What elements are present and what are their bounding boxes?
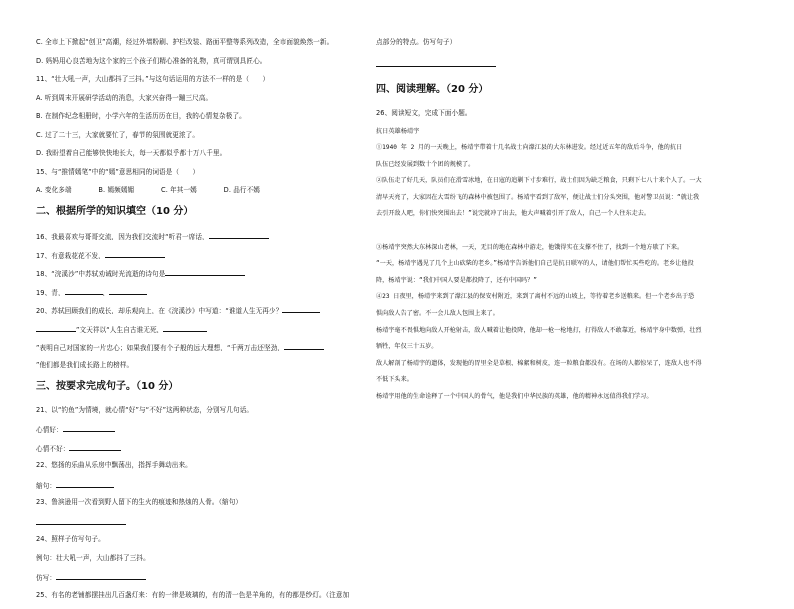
q15-options: A. 变化多端 B. 嫣频嫣媚 C. 年其一嫣 D. 品行不嫣 — [36, 186, 260, 194]
section-3-title: 三、按要求完成句子。（10 分） — [36, 380, 179, 392]
q20-text: 20、苏轼回顾我们的成长，却乐观向上，在《浣溪沙》中写道：“谁道人生无再少？ — [36, 307, 283, 314]
q11-option-c: C. 过了二十三，大家就要忙了，春节的氛围就更浓了。 — [36, 130, 200, 139]
q22-blank[interactable] — [56, 480, 114, 488]
question-21: 21、以“钓鱼”为情境，就心情“好”与“不好”这两种状态，分别写几句话。 — [36, 405, 254, 414]
mood-good-blank[interactable] — [63, 424, 115, 432]
passage-para-5: ④23 日夜里，杨靖宇来到了濛江县的保安村附近，来到了离村不远的山坡上，等待着老乡送粮来。但一个老乡出于恐 — [376, 293, 695, 301]
question-26: 26、阅读短文，完成下面小题。 — [376, 108, 472, 117]
passage-para-1: ①1940 年 2 月的一天晚上，杨靖宇带着十几名战士向濛江县的大东林进发。经过近五年的敌后斗争，他的抗日 — [376, 144, 683, 151]
question-19: 19、青， ， — [36, 287, 381, 296]
question-20 — [36, 305, 381, 314]
question-17 — [36, 250, 381, 259]
passage-title: 抗日英雄杨靖宇 — [376, 128, 420, 135]
q11-option-a: A. 听到周末开展研学活动的消息，大家兴奋得一蹦三尺高。 — [36, 93, 213, 102]
question-18 — [36, 268, 381, 277]
passage-para-6-cont: 牺牲，年仅三十五岁。 — [376, 343, 438, 351]
question-22: 22、悠扬的乐曲从乐房中飘荡出，指挥手舞动出来。 — [36, 461, 192, 469]
q22-answer-row — [36, 480, 381, 489]
q22-label: 缩句： — [36, 481, 57, 489]
right-column — [376, 38, 706, 409]
q24-label: 仿写： — [36, 574, 57, 581]
passage-para-4: “一天，杨靖宇遇见了几个上山砍柴的老乡。”杨靖宇告诉他们自己是抗日联军的人，请他们帮忙买些吃的。老乡让他投 — [376, 260, 694, 268]
mood-bad-label: 心情不好： — [36, 444, 70, 452]
q16-blank[interactable] — [209, 231, 269, 239]
passage-para-2-cont-2: 去引开敌人吧，你们快突围出去！”说完就冲了出去，他大声喊着引开了敌人，自己一个人往东走去。 — [376, 210, 651, 218]
q20-blank-3[interactable] — [163, 324, 207, 332]
q24-answer-row — [36, 572, 381, 581]
passage-para-2-cont-1: 清早天亮了，大家因在大雪纷飞的森林中被包围了。杨靖宇看到了敌军，便让战士们分头突围，他对警卫员说：“就让我 — [376, 193, 700, 201]
q17-text: 17、有意栽花花不发， — [36, 251, 105, 259]
question-24: 24、照样子仿写句子。 — [36, 535, 105, 543]
passage-para-7-cont: 不低下头来。 — [376, 376, 413, 384]
q20-blank-4[interactable] — [284, 342, 324, 350]
q18-text: 18、“浣溪沙”中苏轼劝诫时光流逝的诗句是 — [36, 270, 166, 277]
q23-blank[interactable] — [36, 517, 126, 525]
q11-option-d: D. 我盼望着自己能够快快地长大，每一天都似乎都十万八千里。 — [36, 149, 227, 157]
passage-para-5-cont: 惧向敌人告了密。不一会儿敌人包围上来了。 — [376, 309, 499, 317]
q23-answer-row — [36, 517, 381, 526]
q19-blank-1[interactable] — [65, 287, 103, 295]
option-d-line: D. 妈妈用心良苦地为这个家的三个孩子们精心准备的礼物，真可谓别具匠心。 — [36, 56, 267, 65]
q11-option-b: B. 在制作纪念相册时，小学六年的生活历历在目，我的心情复杂极了。 — [36, 112, 246, 120]
passage-para-1-cont: 队伍已经发展到数十个团的规模了。 — [376, 160, 475, 168]
mood-good-row — [36, 424, 381, 433]
section-2-title: 二、根据所学的知识填空（10 分） — [36, 206, 194, 217]
q20-text-4: ”他们都是我们成长路上的榜样。 — [36, 360, 134, 369]
question-11: 11、“壮大吼一声，大山都抖了三抖。”与这句话运用的方法不一样的是（ ） — [36, 75, 270, 83]
passage-para-7: 敌人解剖了杨靖宇的遗体，发现他的胃里全是草根、棉絮和树皮，连一粒粮食都没有。在场的人都惊呆了，连敌人也不得 — [376, 359, 702, 367]
q24-blank[interactable] — [56, 572, 146, 580]
q18-blank[interactable] — [165, 268, 245, 276]
q20-blank-1[interactable] — [282, 305, 320, 313]
question-15: 15、与“推情嫣笔”中的“嫣”意思相同的词语是（ ） — [36, 167, 200, 176]
question-25: 25、有名的老铺都摆挂出几百盏灯来：有的一律是玻璃的，有的清一色是羊角的，有的都是纱灯。（注意加 — [36, 590, 350, 599]
section-4-title: 四、阅读理解。（20 分） — [376, 83, 489, 95]
q20-text-3: ”表明自己对国家的一片忠心；如果我们要有个子般的远大理想，“千两万击还坚劲， — [36, 344, 285, 351]
q25-continuation: 点部分的特点。仿写句子） — [376, 38, 457, 46]
mood-bad-row — [36, 443, 381, 452]
passage-para-6: 杨靖宇毫不畏惧地向敌人开枪射击，敌人喊着让他投降，他却一枪一枪地打，打得敌人不敢靠近，杨靖宇身中数弹，壮烈 — [376, 326, 702, 334]
q20-line-3 — [36, 342, 381, 351]
q20-blank-2[interactable] — [36, 324, 76, 332]
q20-text-2: ”文天祥以“人生自古谁无死， — [76, 325, 164, 333]
option-c-line: C. 全市上下掀起“创卫”高潮，经过外墙粉刷、护栏改装、路面平整等系列改造，全市面貌焕然一新。 — [36, 38, 334, 46]
passage-para-4-cont: 降，杨靖宇说：“我们中国人要是都投降了，还有中国吗？” — [376, 276, 538, 284]
mood-bad-blank[interactable] — [69, 443, 121, 451]
q19-blank-2[interactable] — [109, 287, 147, 295]
q20-line-4 — [36, 361, 381, 370]
q24-example: 例句：壮大吼一声，大山都抖了三抖。 — [36, 553, 150, 562]
q19-text: 19、青， — [36, 288, 65, 296]
q16-text: 16、我最喜欢与哥哥交流，因为我们交流时“听君一席话， — [36, 233, 209, 240]
passage-para-8: 杨靖宇用他的生命诠释了一个中国人的骨气，他是我们中华民族的英雄，他的精神永远值得我们学习。 — [376, 392, 653, 400]
left-column — [36, 38, 381, 609]
q25-answer-blank[interactable] — [376, 57, 496, 67]
passage-para-3: ③杨靖宇突然大东林深山老林，一天，无目的地在森林中游走，他饿得实在支撑不住了，找到一个地方歇了下来。 — [376, 243, 684, 251]
mood-good-label: 心情好： — [36, 426, 63, 433]
q17-blank[interactable] — [105, 250, 165, 258]
q20-line-2 — [36, 324, 381, 333]
passage-para-2: ②队伍走了好几天，队员们在滑雪冰地，在日寇的追剿下寸步难行，战士们因为缺乏粮食，只剩下七八十来个人了。一大 — [376, 177, 702, 185]
question-16 — [36, 231, 381, 240]
passage-para-2-cont-3 — [376, 226, 706, 235]
question-23: 23、鲁滨逊用一次看到野人留下的生火的痕迹和热烛的人骨。（缩句） — [36, 498, 243, 506]
